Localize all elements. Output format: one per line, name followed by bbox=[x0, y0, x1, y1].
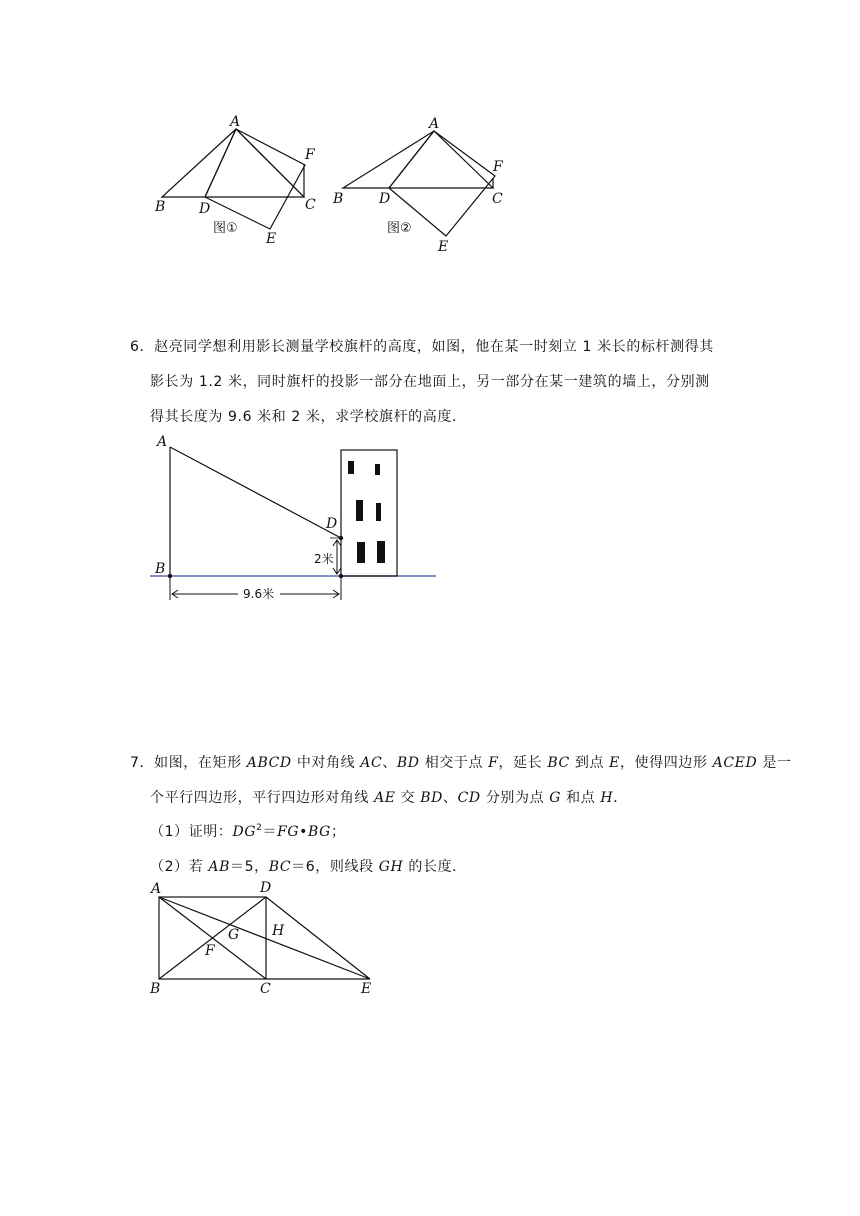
building-window bbox=[356, 500, 363, 521]
label-a-fig2: A bbox=[429, 116, 440, 132]
label-a-q7: A bbox=[151, 881, 162, 897]
q6-line-3: 得其长度为 9.6 米和 2 米，求学校旗杆的高度． bbox=[150, 409, 467, 425]
label-h-q7: H bbox=[272, 923, 285, 939]
segment-ac-1 bbox=[236, 129, 304, 197]
q6-line-2: 影长为 1.2 米，同时旗杆的投影一部分在地面上，另一部分在某一建筑的墙上，分别测 bbox=[150, 374, 710, 390]
building-window bbox=[375, 464, 380, 475]
q7-line-1: 7．如图，在矩形 ABCD 中对角线 AC、BD 相交于点 F，延长 BC 到点 E，使得四边形 ACED 是一 bbox=[130, 755, 792, 771]
q7-part-2: （2）若 AB＝5，BC＝6，则线段 GH 的长度． bbox=[150, 859, 467, 875]
label-c-fig1: C bbox=[305, 197, 316, 213]
shadow-ray-ad bbox=[170, 447, 341, 538]
label-f-fig2: F bbox=[493, 159, 503, 175]
caption-fig2: 图② bbox=[387, 221, 412, 236]
label-b-q6: B bbox=[155, 561, 166, 577]
label-a-fig1: A bbox=[230, 114, 241, 130]
figure-2-diagram bbox=[343, 131, 495, 236]
label-d-fig2: D bbox=[379, 191, 391, 207]
figure-1-diagram bbox=[162, 129, 305, 229]
label-d-q6: D bbox=[326, 516, 338, 532]
building-window bbox=[348, 461, 354, 474]
label-e-q7: E bbox=[361, 981, 372, 997]
label-f-q7: F bbox=[205, 943, 215, 959]
q7-part-1: （1）证明：$DG^2=FG•BG$； bbox=[150, 823, 346, 840]
triangle-abc-2 bbox=[343, 131, 493, 188]
label-c-q7: C bbox=[260, 981, 271, 997]
label-e-fig1: E bbox=[266, 231, 277, 247]
label-e-fig2: E bbox=[438, 239, 449, 255]
label-b-fig1: B bbox=[155, 199, 166, 215]
label-d-fig1: D bbox=[199, 201, 211, 217]
building-window bbox=[357, 542, 365, 563]
building-window bbox=[377, 541, 385, 563]
label-f-fig1: F bbox=[305, 147, 315, 163]
point-b bbox=[168, 574, 172, 578]
label-d-q7: D bbox=[260, 880, 272, 896]
label-g-q7: G bbox=[228, 927, 240, 943]
label-a-q6: A bbox=[157, 434, 168, 450]
point-wall-base bbox=[339, 574, 343, 578]
label-c-fig2: C bbox=[492, 191, 503, 207]
label-b-fig2: B bbox=[333, 191, 344, 207]
wall-dimension-label: 2米 bbox=[314, 552, 334, 566]
rectangle-parallelogram-diagram bbox=[159, 897, 370, 979]
flagpole-diagram bbox=[150, 447, 436, 601]
q6-line-1: 6．赵亮同学想利用影长测量学校旗杆的高度，如图，他在某一时刻立 1 米长的标杆测得其 bbox=[130, 339, 714, 355]
triangle-abc-1 bbox=[162, 129, 304, 197]
diagonal-ae bbox=[159, 897, 370, 979]
building-window bbox=[376, 503, 381, 521]
label-b-q7: B bbox=[150, 981, 161, 997]
q7-line-2: 个平行四边形，平行四边形对角线 AE 交 BD、CD 分别为点 G 和点 H． bbox=[150, 790, 628, 806]
caption-fig1: 图① bbox=[213, 221, 238, 236]
ground-dimension-label: 9.6米 bbox=[243, 587, 275, 601]
